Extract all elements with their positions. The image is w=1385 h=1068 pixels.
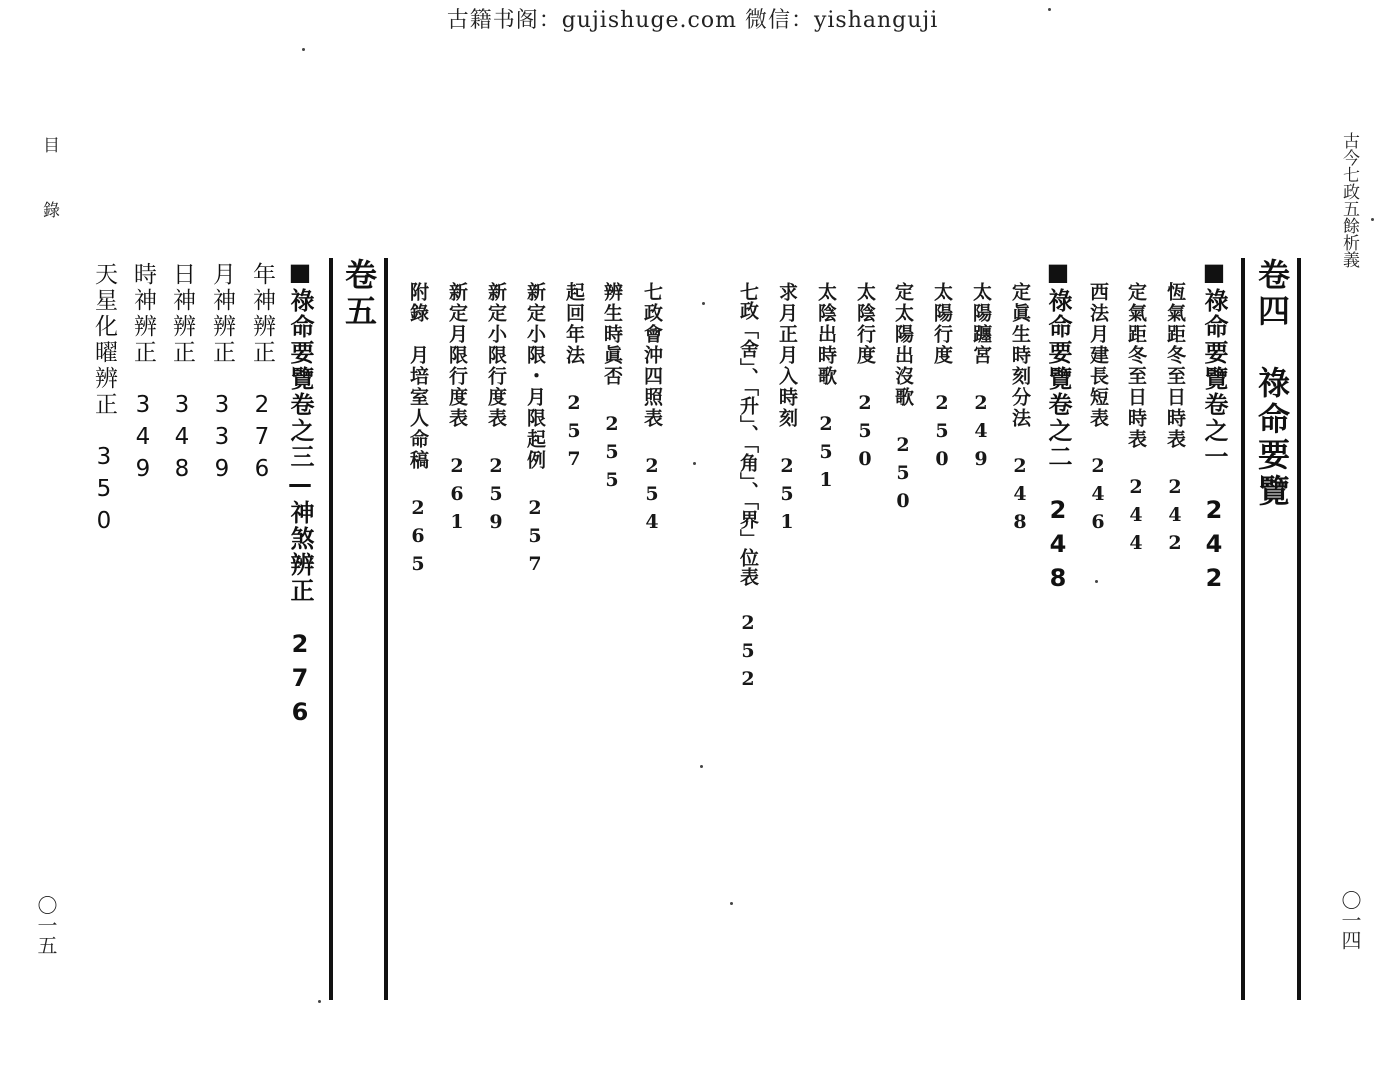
toc-entry: 月神辨正339 (209, 262, 235, 488)
toc-entry: 時神辨正349 (130, 262, 156, 488)
toc-entry: 年神辨正276 (249, 262, 275, 488)
toc-entry: 七政會沖四照表254 (641, 282, 663, 539)
toc-entry: 新定小限行度表259 (485, 282, 507, 539)
folio-right: 〇一四 (1338, 890, 1362, 950)
column-rule (329, 258, 333, 1000)
toc-entry: 新定月限行度表261 (446, 282, 468, 539)
running-head-right: 古今七政五餘析義 (1339, 132, 1359, 268)
toc-entry: 定眞生時刻分法248 (1009, 282, 1031, 539)
scan-speck (1095, 580, 1098, 583)
toc-entry: 太陽行度250 (931, 282, 953, 476)
toc-entry: 求月正月入時刻251 (776, 282, 798, 539)
scan-speck (318, 1000, 321, 1003)
section-title: ■祿命要覽卷之二248 (1044, 258, 1072, 598)
toc-entry: 附錄 月培室人命稿265 (407, 282, 429, 581)
toc-entry: 定氣距冬至日時表244 (1125, 282, 1147, 560)
toc-entry: 太陽躔宮249 (970, 282, 992, 476)
running-head-left: 目 錄 (39, 136, 59, 232)
watermark-text: 古籍书阁：gujishuge.com 微信：yishanguji (446, 8, 939, 33)
scan-speck (730, 902, 733, 905)
folio-left: 〇一五 (34, 895, 58, 955)
toc-entry: 天星化曜辨正350 (91, 262, 117, 540)
toc-entry: 西法月建長短表246 (1087, 282, 1109, 539)
toc-entry: 恆氣距冬至日時表242 (1164, 282, 1186, 560)
column-rule (1241, 258, 1245, 1000)
toc-entry: 定太陽出沒歌250 (892, 282, 914, 518)
volume-title: 卷五 (340, 258, 378, 330)
toc-entry: 起回年法257 (563, 282, 585, 476)
toc-entry: 太陰出時歌251 (815, 282, 837, 497)
scan-speck (700, 765, 703, 768)
scan-speck (1048, 8, 1051, 11)
volume-title: 卷四 祿命要覽 (1253, 258, 1291, 510)
toc-entry: 日神辨正348 (169, 262, 195, 488)
toc-entry: 七政「舍」、「升」、「角」、「界」位表252 (737, 282, 759, 696)
scan-speck (693, 462, 696, 465)
column-rule (1297, 258, 1301, 1000)
scan-speck (302, 48, 305, 51)
column-rule (384, 258, 388, 1000)
section-title: ■祿命要覽卷之三—神煞辨正276 (286, 258, 314, 732)
toc-entry: 太陰行度250 (854, 282, 876, 476)
toc-entry: 辨生時眞否255 (601, 282, 623, 497)
scan-speck (1371, 218, 1374, 221)
toc-entry: 新定小限・月限起例257 (524, 282, 546, 581)
scan-speck (702, 302, 705, 305)
section-title: ■祿命要覽卷之一242 (1200, 258, 1228, 598)
